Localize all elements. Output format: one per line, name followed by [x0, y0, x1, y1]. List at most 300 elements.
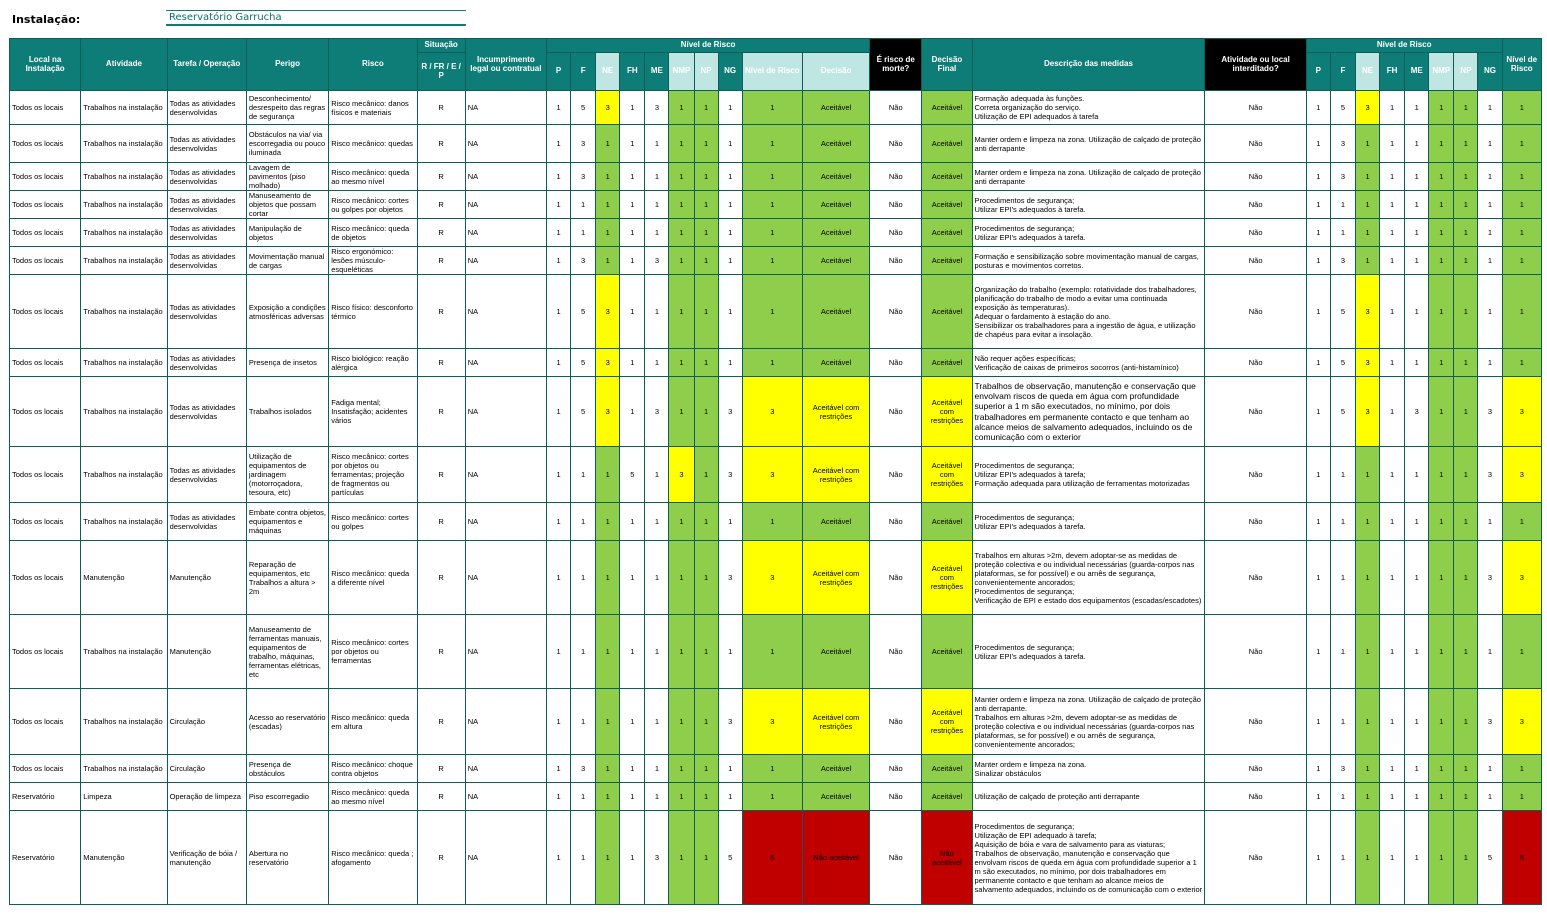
cell-decisao: Aceitável — [802, 755, 869, 783]
cell-situacao: R — [417, 91, 465, 125]
header-risco: Risco — [329, 39, 417, 91]
cell-ng: 5 — [718, 811, 742, 905]
cell-np2: 1 — [1454, 541, 1478, 615]
cell-p: 1 — [547, 615, 571, 689]
cell-descricao: Procedimentos de segurança; Utilizar EPI's adequados à tarefa. — [972, 219, 1205, 247]
cell-np: 1 — [694, 125, 718, 163]
cell-decisao-final: Aceitável — [922, 191, 972, 219]
cell-np: 1 — [694, 503, 718, 541]
cell-f: 3 — [571, 125, 596, 163]
header-atividade: Atividade — [81, 39, 167, 91]
cell-nivel-risco: 5 — [742, 811, 802, 905]
cell-nivel-final: 1 — [1502, 275, 1541, 349]
cell-local: Todos os locais — [10, 377, 81, 447]
cell-f2: 3 — [1330, 755, 1355, 783]
cell-nmp2: 1 — [1429, 91, 1454, 125]
header-perigo: Perigo — [246, 39, 328, 91]
cell-ng: 1 — [718, 191, 742, 219]
cell-tarefa: Manutenção — [167, 541, 246, 615]
cell-fh2: 1 — [1380, 377, 1405, 447]
cell-nmp: 1 — [669, 163, 694, 191]
cell-ng2: 1 — [1478, 503, 1502, 541]
cell-decisao-final: Aceitável com restrições — [922, 541, 972, 615]
cell-tarefa: Circulação — [167, 689, 246, 755]
cell-local: Todos os locais — [10, 615, 81, 689]
cell-ne: 1 — [596, 783, 620, 811]
cell-tarefa: Todas as atividades desenvolvidas — [167, 219, 246, 247]
cell-p2: 1 — [1306, 247, 1330, 275]
cell-perigo: Presença de obstáculos — [246, 755, 328, 783]
cell-decisao-final: Aceitável — [922, 219, 972, 247]
cell-atividade: Trabalhos na instalação — [81, 247, 167, 275]
cell-nivel-final: 1 — [1502, 191, 1541, 219]
cell-tarefa: Todas as atividades desenvolvidas — [167, 191, 246, 219]
header-fh2: FH — [1380, 53, 1405, 91]
cell-f2: 1 — [1330, 447, 1355, 503]
cell-np: 1 — [694, 219, 718, 247]
cell-risco: Risco mecânico: cortes ou golpes — [329, 503, 417, 541]
cell-np: 1 — [694, 163, 718, 191]
cell-decisao-final: Aceitável — [922, 125, 972, 163]
cell-tarefa: Verificação de bóia / manutenção — [167, 811, 246, 905]
cell-nmp2: 1 — [1429, 163, 1454, 191]
cell-ne2: 1 — [1355, 125, 1379, 163]
header-decisao-final: Decisão Final — [922, 39, 972, 91]
cell-me: 1 — [645, 689, 669, 755]
cell-f2: 1 — [1330, 615, 1355, 689]
cell-fh2: 1 — [1380, 247, 1405, 275]
cell-me2: 1 — [1405, 349, 1429, 377]
cell-nivel-risco: 1 — [742, 349, 802, 377]
header-ne2: NE — [1355, 53, 1379, 91]
cell-f2: 3 — [1330, 163, 1355, 191]
cell-incumprimento: NA — [465, 91, 546, 125]
cell-atividade: Trabalhos na instalação — [81, 447, 167, 503]
cell-nmp: 1 — [669, 91, 694, 125]
cell-perigo: Movimentação manual de cargas — [246, 247, 328, 275]
cell-nivel-risco: 1 — [742, 275, 802, 349]
cell-p: 1 — [547, 125, 571, 163]
cell-decisao: Aceitável — [802, 125, 869, 163]
cell-atividade: Trabalhos na instalação — [81, 163, 167, 191]
cell-ne: 1 — [596, 503, 620, 541]
cell-np2: 1 — [1454, 247, 1478, 275]
cell-nivel-risco: 1 — [742, 755, 802, 783]
cell-p: 1 — [547, 811, 571, 905]
cell-ne: 3 — [596, 377, 620, 447]
cell-nivel-final: 1 — [1502, 91, 1541, 125]
cell-descricao: Utilização de calçado de proteção anti derrapante — [972, 783, 1205, 811]
cell-nivel-final: 3 — [1502, 689, 1541, 755]
cell-np2: 1 — [1454, 811, 1478, 905]
cell-ne: 1 — [596, 125, 620, 163]
cell-np: 1 — [694, 447, 718, 503]
table-row — [10, 247, 1542, 275]
cell-p: 1 — [547, 689, 571, 755]
cell-atividade: Trabalhos na instalação — [81, 377, 167, 447]
cell-risco: Risco mecânico: danos físicos e materiais — [329, 91, 417, 125]
header-nivel-risco-group-2: Nível de Risco — [1306, 39, 1502, 53]
cell-ne2: 1 — [1355, 247, 1379, 275]
cell-nmp: 1 — [669, 811, 694, 905]
cell-risco-morte: Não — [870, 689, 922, 755]
cell-f2: 3 — [1330, 247, 1355, 275]
cell-nivel-risco: 1 — [742, 219, 802, 247]
cell-interditado: Não — [1205, 503, 1306, 541]
cell-nmp2: 1 — [1429, 349, 1454, 377]
cell-nivel-final: 3 — [1502, 541, 1541, 615]
cell-perigo: Trabalhos isolados — [246, 377, 328, 447]
cell-np: 1 — [694, 91, 718, 125]
cell-decisao: Aceitável — [802, 275, 869, 349]
cell-decisao: Aceitável com restrições — [802, 541, 869, 615]
cell-perigo: Lavagem de pavimentos (piso molhado) — [246, 163, 328, 191]
cell-decisao-final: Aceitável com restrições — [922, 447, 972, 503]
cell-risco: Risco biológico: reação alérgica — [329, 349, 417, 377]
cell-np: 1 — [694, 541, 718, 615]
cell-me: 1 — [645, 163, 669, 191]
cell-local: Todos os locais — [10, 219, 81, 247]
cell-fh2: 1 — [1380, 689, 1405, 755]
cell-interditado: Não — [1205, 91, 1306, 125]
cell-incumprimento: NA — [465, 163, 546, 191]
cell-perigo: Manuseamento de objetos que possam cortar — [246, 191, 328, 219]
cell-ne2: 3 — [1355, 91, 1379, 125]
header-situacao: Situação — [417, 39, 465, 53]
cell-nivel-final: 1 — [1502, 615, 1541, 689]
cell-nmp2: 1 — [1429, 219, 1454, 247]
cell-p2: 1 — [1306, 447, 1330, 503]
cell-fh2: 1 — [1380, 91, 1405, 125]
cell-me2: 1 — [1405, 689, 1429, 755]
cell-ng: 3 — [718, 377, 742, 447]
table-row — [10, 191, 1542, 219]
cell-ng: 1 — [718, 163, 742, 191]
cell-fh2: 1 — [1380, 811, 1405, 905]
cell-decisao-final: Aceitável — [922, 503, 972, 541]
cell-f: 5 — [571, 91, 596, 125]
cell-decisao: Aceitável — [802, 349, 869, 377]
cell-situacao: R — [417, 447, 465, 503]
cell-nmp: 1 — [669, 755, 694, 783]
cell-local: Todos os locais — [10, 275, 81, 349]
header-tarefa: Tarefa / Operação — [167, 39, 246, 91]
cell-np2: 1 — [1454, 125, 1478, 163]
cell-fh: 1 — [620, 191, 645, 219]
cell-tarefa: Todas as atividades desenvolvidas — [167, 349, 246, 377]
cell-np: 1 — [694, 247, 718, 275]
cell-ne: 1 — [596, 163, 620, 191]
cell-local: Todos os locais — [10, 503, 81, 541]
cell-local: Todos os locais — [10, 447, 81, 503]
cell-descricao: Manter ordem e limpeza na zona. Utilização de calçado de proteção anti derrapante. Trabalhos em alturas >2m, devem adoptar-se as medidas de proteção colectiva e ou individual necessárias (guarda-corpos nas plataformas, se for possível) e ou arnês de segurança, convenientemente ancorados; — [972, 689, 1205, 755]
cell-nivel-final: 1 — [1502, 349, 1541, 377]
cell-nmp: 1 — [669, 615, 694, 689]
cell-ng2: 1 — [1478, 163, 1502, 191]
cell-risco: Risco físico: desconforto térmico — [329, 275, 417, 349]
header-nmp: NMP — [669, 53, 694, 91]
cell-nivel-risco: 3 — [742, 447, 802, 503]
cell-nmp: 1 — [669, 247, 694, 275]
cell-ng: 3 — [718, 689, 742, 755]
cell-local: Todos os locais — [10, 91, 81, 125]
cell-atividade: Limpeza — [81, 783, 167, 811]
cell-ng: 1 — [718, 275, 742, 349]
cell-ng: 1 — [718, 219, 742, 247]
cell-perigo: Abertura no reservatório — [246, 811, 328, 905]
cell-me2: 1 — [1405, 503, 1429, 541]
header-nivel-final: Nível de Risco — [1502, 39, 1541, 91]
cell-ne: 1 — [596, 541, 620, 615]
cell-incumprimento: NA — [465, 447, 546, 503]
cell-f: 3 — [571, 755, 596, 783]
cell-tarefa: Todas as atividades desenvolvidas — [167, 275, 246, 349]
cell-me2: 1 — [1405, 125, 1429, 163]
cell-fh2: 1 — [1380, 503, 1405, 541]
table-row — [10, 811, 1542, 905]
cell-risco: Risco mecânico: cortes por objetos ou ferramentas — [329, 615, 417, 689]
cell-incumprimento: NA — [465, 275, 546, 349]
cell-decisao-final: Aceitável — [922, 91, 972, 125]
cell-nivel-final: 1 — [1502, 219, 1541, 247]
cell-ng2: 3 — [1478, 541, 1502, 615]
cell-nmp2: 1 — [1429, 247, 1454, 275]
cell-f: 3 — [571, 163, 596, 191]
cell-fh: 1 — [620, 91, 645, 125]
cell-risco-morte: Não — [870, 219, 922, 247]
cell-f: 1 — [571, 783, 596, 811]
cell-situacao: R — [417, 191, 465, 219]
cell-me: 1 — [645, 541, 669, 615]
cell-np2: 1 — [1454, 91, 1478, 125]
cell-me2: 1 — [1405, 275, 1429, 349]
cell-f2: 1 — [1330, 689, 1355, 755]
cell-ng: 1 — [718, 349, 742, 377]
cell-atividade: Trabalhos na instalação — [81, 275, 167, 349]
cell-nivel-risco: 1 — [742, 91, 802, 125]
cell-f2: 1 — [1330, 503, 1355, 541]
cell-f2: 3 — [1330, 125, 1355, 163]
header-interditado: Atividade ou local interditado? — [1205, 39, 1306, 91]
cell-f2: 5 — [1330, 349, 1355, 377]
cell-local: Todos os locais — [10, 247, 81, 275]
installation-value[interactable]: Reservatório Garrucha — [166, 12, 466, 26]
cell-perigo: Exposição a condições atmosféricas adversas — [246, 275, 328, 349]
cell-atividade: Trabalhos na instalação — [81, 689, 167, 755]
cell-decisao-final: Aceitável — [922, 783, 972, 811]
cell-np: 1 — [694, 377, 718, 447]
cell-situacao: R — [417, 541, 465, 615]
table-row — [10, 689, 1542, 755]
cell-interditado: Não — [1205, 349, 1306, 377]
cell-atividade: Trabalhos na instalação — [81, 503, 167, 541]
header-p: P — [547, 53, 571, 91]
cell-situacao: R — [417, 755, 465, 783]
cell-p: 1 — [547, 377, 571, 447]
cell-nivel-risco: 3 — [742, 689, 802, 755]
cell-np2: 1 — [1454, 783, 1478, 811]
cell-perigo: Utilização de equipamentos de jardinagem (motorroçadora, tesoura, etc) — [246, 447, 328, 503]
cell-nmp: 3 — [669, 447, 694, 503]
cell-p2: 1 — [1306, 377, 1330, 447]
table-row — [10, 615, 1542, 689]
cell-risco: Fadiga mental; Insatisfação; acidentes vários — [329, 377, 417, 447]
cell-f2: 5 — [1330, 91, 1355, 125]
cell-ne: 1 — [596, 615, 620, 689]
header-f2: F — [1330, 53, 1355, 91]
cell-decisao: Aceitável — [802, 219, 869, 247]
cell-ne2: 1 — [1355, 503, 1379, 541]
header-nmp2: NMP — [1429, 53, 1454, 91]
cell-f: 1 — [571, 615, 596, 689]
cell-fh2: 1 — [1380, 275, 1405, 349]
cell-f: 1 — [571, 811, 596, 905]
cell-local: Todos os locais — [10, 541, 81, 615]
cell-me2: 1 — [1405, 615, 1429, 689]
cell-situacao: R — [417, 125, 465, 163]
cell-tarefa: Operação de limpeza — [167, 783, 246, 811]
cell-nivel-risco: 1 — [742, 247, 802, 275]
cell-nmp: 1 — [669, 275, 694, 349]
cell-ng: 3 — [718, 541, 742, 615]
cell-fh: 1 — [620, 503, 645, 541]
cell-incumprimento: NA — [465, 783, 546, 811]
cell-nivel-risco: 1 — [742, 163, 802, 191]
cell-risco: Risco mecânico: queda ao mesmo nível — [329, 163, 417, 191]
cell-ne2: 1 — [1355, 783, 1379, 811]
table-row — [10, 755, 1542, 783]
cell-np2: 1 — [1454, 349, 1478, 377]
cell-atividade: Trabalhos na instalação — [81, 615, 167, 689]
cell-ng2: 1 — [1478, 615, 1502, 689]
cell-situacao: R — [417, 163, 465, 191]
cell-descricao: Manter ordem e limpeza na zona. Utilização de calçado de proteção anti derrapante — [972, 125, 1205, 163]
cell-me: 3 — [645, 247, 669, 275]
table-row — [10, 125, 1542, 163]
cell-fh: 1 — [620, 349, 645, 377]
cell-decisao: Aceitável — [802, 163, 869, 191]
cell-me2: 1 — [1405, 811, 1429, 905]
cell-p2: 1 — [1306, 219, 1330, 247]
cell-risco-morte: Não — [870, 615, 922, 689]
cell-np2: 1 — [1454, 191, 1478, 219]
cell-np2: 1 — [1454, 447, 1478, 503]
cell-ng: 3 — [718, 447, 742, 503]
header-fh: FH — [620, 53, 645, 91]
cell-me2: 3 — [1405, 377, 1429, 447]
cell-ne: 1 — [596, 447, 620, 503]
cell-situacao: R — [417, 275, 465, 349]
cell-nmp2: 1 — [1429, 377, 1454, 447]
cell-risco-morte: Não — [870, 247, 922, 275]
cell-fh: 1 — [620, 275, 645, 349]
cell-risco: Risco mecânico: choque contra objetos — [329, 755, 417, 783]
cell-risco: Risco ergonómico: lesões músculo-esqueléticas — [329, 247, 417, 275]
risk-assessment-table — [9, 38, 1542, 905]
cell-perigo: Manuseamento de ferramentas manuais, equipamentos de trabalho, máquinas, ferramentas elétricas, etc — [246, 615, 328, 689]
cell-descricao: Procedimentos de segurança; Utilização de EPI adequado à tarefa; Aquisição de bóia e vara de salvamento para as viaturas; Trabalhos de observação, manutenção e conservação que envolvam riscos de queda em água com profundidade superior a 1 m são executados, no mínimo, por dois trabalhadores em permanente contacto e que tenham ao alcance meios de salvamento adequados, incluindo os de comunicação com o exterior — [972, 811, 1205, 905]
cell-decisao-final: Aceitável com restrições — [922, 689, 972, 755]
cell-p2: 1 — [1306, 755, 1330, 783]
cell-ne2: 1 — [1355, 447, 1379, 503]
cell-situacao: R — [417, 615, 465, 689]
cell-fh2: 1 — [1380, 615, 1405, 689]
header-situacao-sub: R / FR / E / P — [417, 53, 465, 91]
cell-ng: 1 — [718, 247, 742, 275]
cell-ne: 1 — [596, 191, 620, 219]
cell-me2: 1 — [1405, 447, 1429, 503]
cell-descricao: Manter ordem e limpeza na zona. Sinalizar obstáculos — [972, 755, 1205, 783]
cell-f2: 1 — [1330, 219, 1355, 247]
cell-nmp2: 1 — [1429, 755, 1454, 783]
cell-perigo: Presença de insetos — [246, 349, 328, 377]
cell-incumprimento: NA — [465, 615, 546, 689]
cell-me2: 1 — [1405, 247, 1429, 275]
cell-situacao: R — [417, 503, 465, 541]
cell-interditado: Não — [1205, 377, 1306, 447]
header-np2: NP — [1454, 53, 1478, 91]
cell-p: 1 — [547, 247, 571, 275]
cell-tarefa: Todas as atividades desenvolvidas — [167, 377, 246, 447]
cell-tarefa: Todas as atividades desenvolvidas — [167, 125, 246, 163]
cell-nivel-risco: 1 — [742, 615, 802, 689]
cell-perigo: Piso escorregadio — [246, 783, 328, 811]
cell-p: 1 — [547, 755, 571, 783]
cell-risco: Risco mecânico: queda de objetos — [329, 219, 417, 247]
cell-me2: 1 — [1405, 191, 1429, 219]
cell-f: 1 — [571, 689, 596, 755]
cell-decisao: Aceitável com restrições — [802, 377, 869, 447]
cell-p2: 1 — [1306, 783, 1330, 811]
cell-ne: 3 — [596, 275, 620, 349]
cell-f: 1 — [571, 447, 596, 503]
cell-me: 1 — [645, 349, 669, 377]
cell-np: 1 — [694, 275, 718, 349]
cell-nivel-final: 3 — [1502, 377, 1541, 447]
cell-descricao: Procedimentos de segurança; Utilizar EPI's adequados à tarefa. — [972, 615, 1205, 689]
cell-risco-morte: Não — [870, 755, 922, 783]
cell-p: 1 — [547, 163, 571, 191]
cell-p2: 1 — [1306, 349, 1330, 377]
cell-np2: 1 — [1454, 377, 1478, 447]
cell-np: 1 — [694, 349, 718, 377]
cell-nivel-risco: 1 — [742, 503, 802, 541]
header-ng: NG — [718, 53, 742, 91]
cell-interditado: Não — [1205, 811, 1306, 905]
table-row — [10, 219, 1542, 247]
cell-fh: 1 — [620, 541, 645, 615]
cell-p: 1 — [547, 783, 571, 811]
cell-ne2: 3 — [1355, 275, 1379, 349]
cell-incumprimento: NA — [465, 125, 546, 163]
cell-decisao-final: Aceitável — [922, 349, 972, 377]
cell-fh: 1 — [620, 615, 645, 689]
cell-nivel-risco: 3 — [742, 541, 802, 615]
cell-risco-morte: Não — [870, 91, 922, 125]
cell-decisao-final: Aceitável — [922, 163, 972, 191]
cell-decisao: Aceitável com restrições — [802, 689, 869, 755]
cell-incumprimento: NA — [465, 503, 546, 541]
cell-f2: 5 — [1330, 275, 1355, 349]
header-local: Local na Instalação — [10, 39, 81, 91]
cell-np2: 1 — [1454, 219, 1478, 247]
cell-risco: Risco mecânico: queda a diferente nível — [329, 541, 417, 615]
cell-atividade: Trabalhos na instalação — [81, 349, 167, 377]
cell-local: Todos os locais — [10, 125, 81, 163]
cell-risco: Risco mecânico: queda em altura — [329, 689, 417, 755]
cell-np: 1 — [694, 783, 718, 811]
cell-f: 1 — [571, 219, 596, 247]
